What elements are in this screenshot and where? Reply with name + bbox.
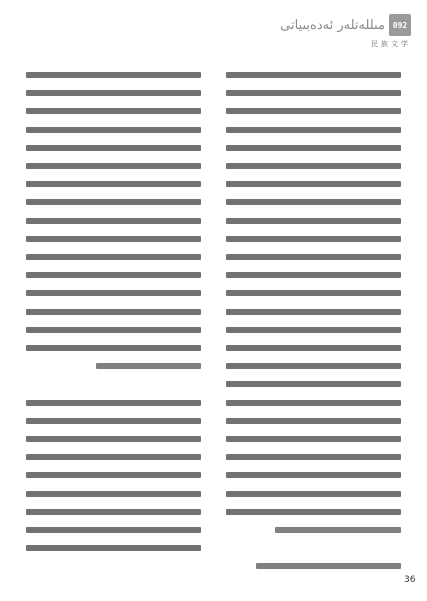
text-line (26, 272, 201, 278)
text-column-right (226, 70, 401, 554)
text-line (226, 181, 401, 187)
text-line (26, 418, 201, 424)
text-line (226, 218, 401, 224)
text-line (226, 290, 401, 296)
text-line (26, 72, 201, 78)
text-line (226, 400, 401, 406)
text-line (226, 472, 401, 478)
text-line (226, 127, 401, 133)
text-line (26, 108, 201, 114)
text-line (26, 527, 201, 533)
text-line (26, 327, 201, 333)
text-line (275, 527, 401, 533)
journal-masthead: مىللەتلەر ئەدەبىياتى (280, 18, 385, 33)
text-line (26, 290, 201, 296)
journal-header (280, 14, 411, 50)
text-line (226, 327, 401, 333)
text-line (26, 472, 201, 478)
text-column-left (26, 70, 201, 554)
text-line (226, 199, 401, 205)
text-line (226, 418, 401, 424)
text-line (226, 108, 401, 114)
text-line (226, 509, 401, 515)
text-line (26, 90, 201, 96)
text-line (26, 236, 201, 242)
text-line (26, 218, 201, 224)
text-line (26, 309, 201, 315)
text-line (226, 363, 401, 369)
text-line (96, 363, 201, 369)
text-line (226, 72, 401, 78)
text-line (226, 236, 401, 242)
page-number: 36 (404, 575, 416, 585)
text-line (26, 491, 201, 497)
text-line (226, 145, 401, 151)
text-line (226, 381, 401, 387)
text-line (26, 254, 201, 260)
text-line (226, 272, 401, 278)
text-line (226, 90, 401, 96)
text-line (26, 145, 201, 151)
text-line (26, 163, 201, 169)
text-line (226, 454, 401, 460)
text-line (26, 400, 201, 406)
text-line (226, 345, 401, 351)
text-line (26, 436, 201, 442)
journal-logo: 092 (389, 14, 411, 36)
text-line (256, 563, 401, 569)
journal-subtitle: 民族文学 (371, 40, 411, 48)
text-line (26, 545, 201, 551)
text-line (26, 509, 201, 515)
text-line (226, 491, 401, 497)
text-line (226, 436, 401, 442)
text-line (26, 345, 201, 351)
text-line (26, 127, 201, 133)
text-line (226, 309, 401, 315)
text-line (26, 181, 201, 187)
text-line (226, 163, 401, 169)
text-line (26, 199, 201, 205)
text-line (226, 254, 401, 260)
text-line (26, 454, 201, 460)
